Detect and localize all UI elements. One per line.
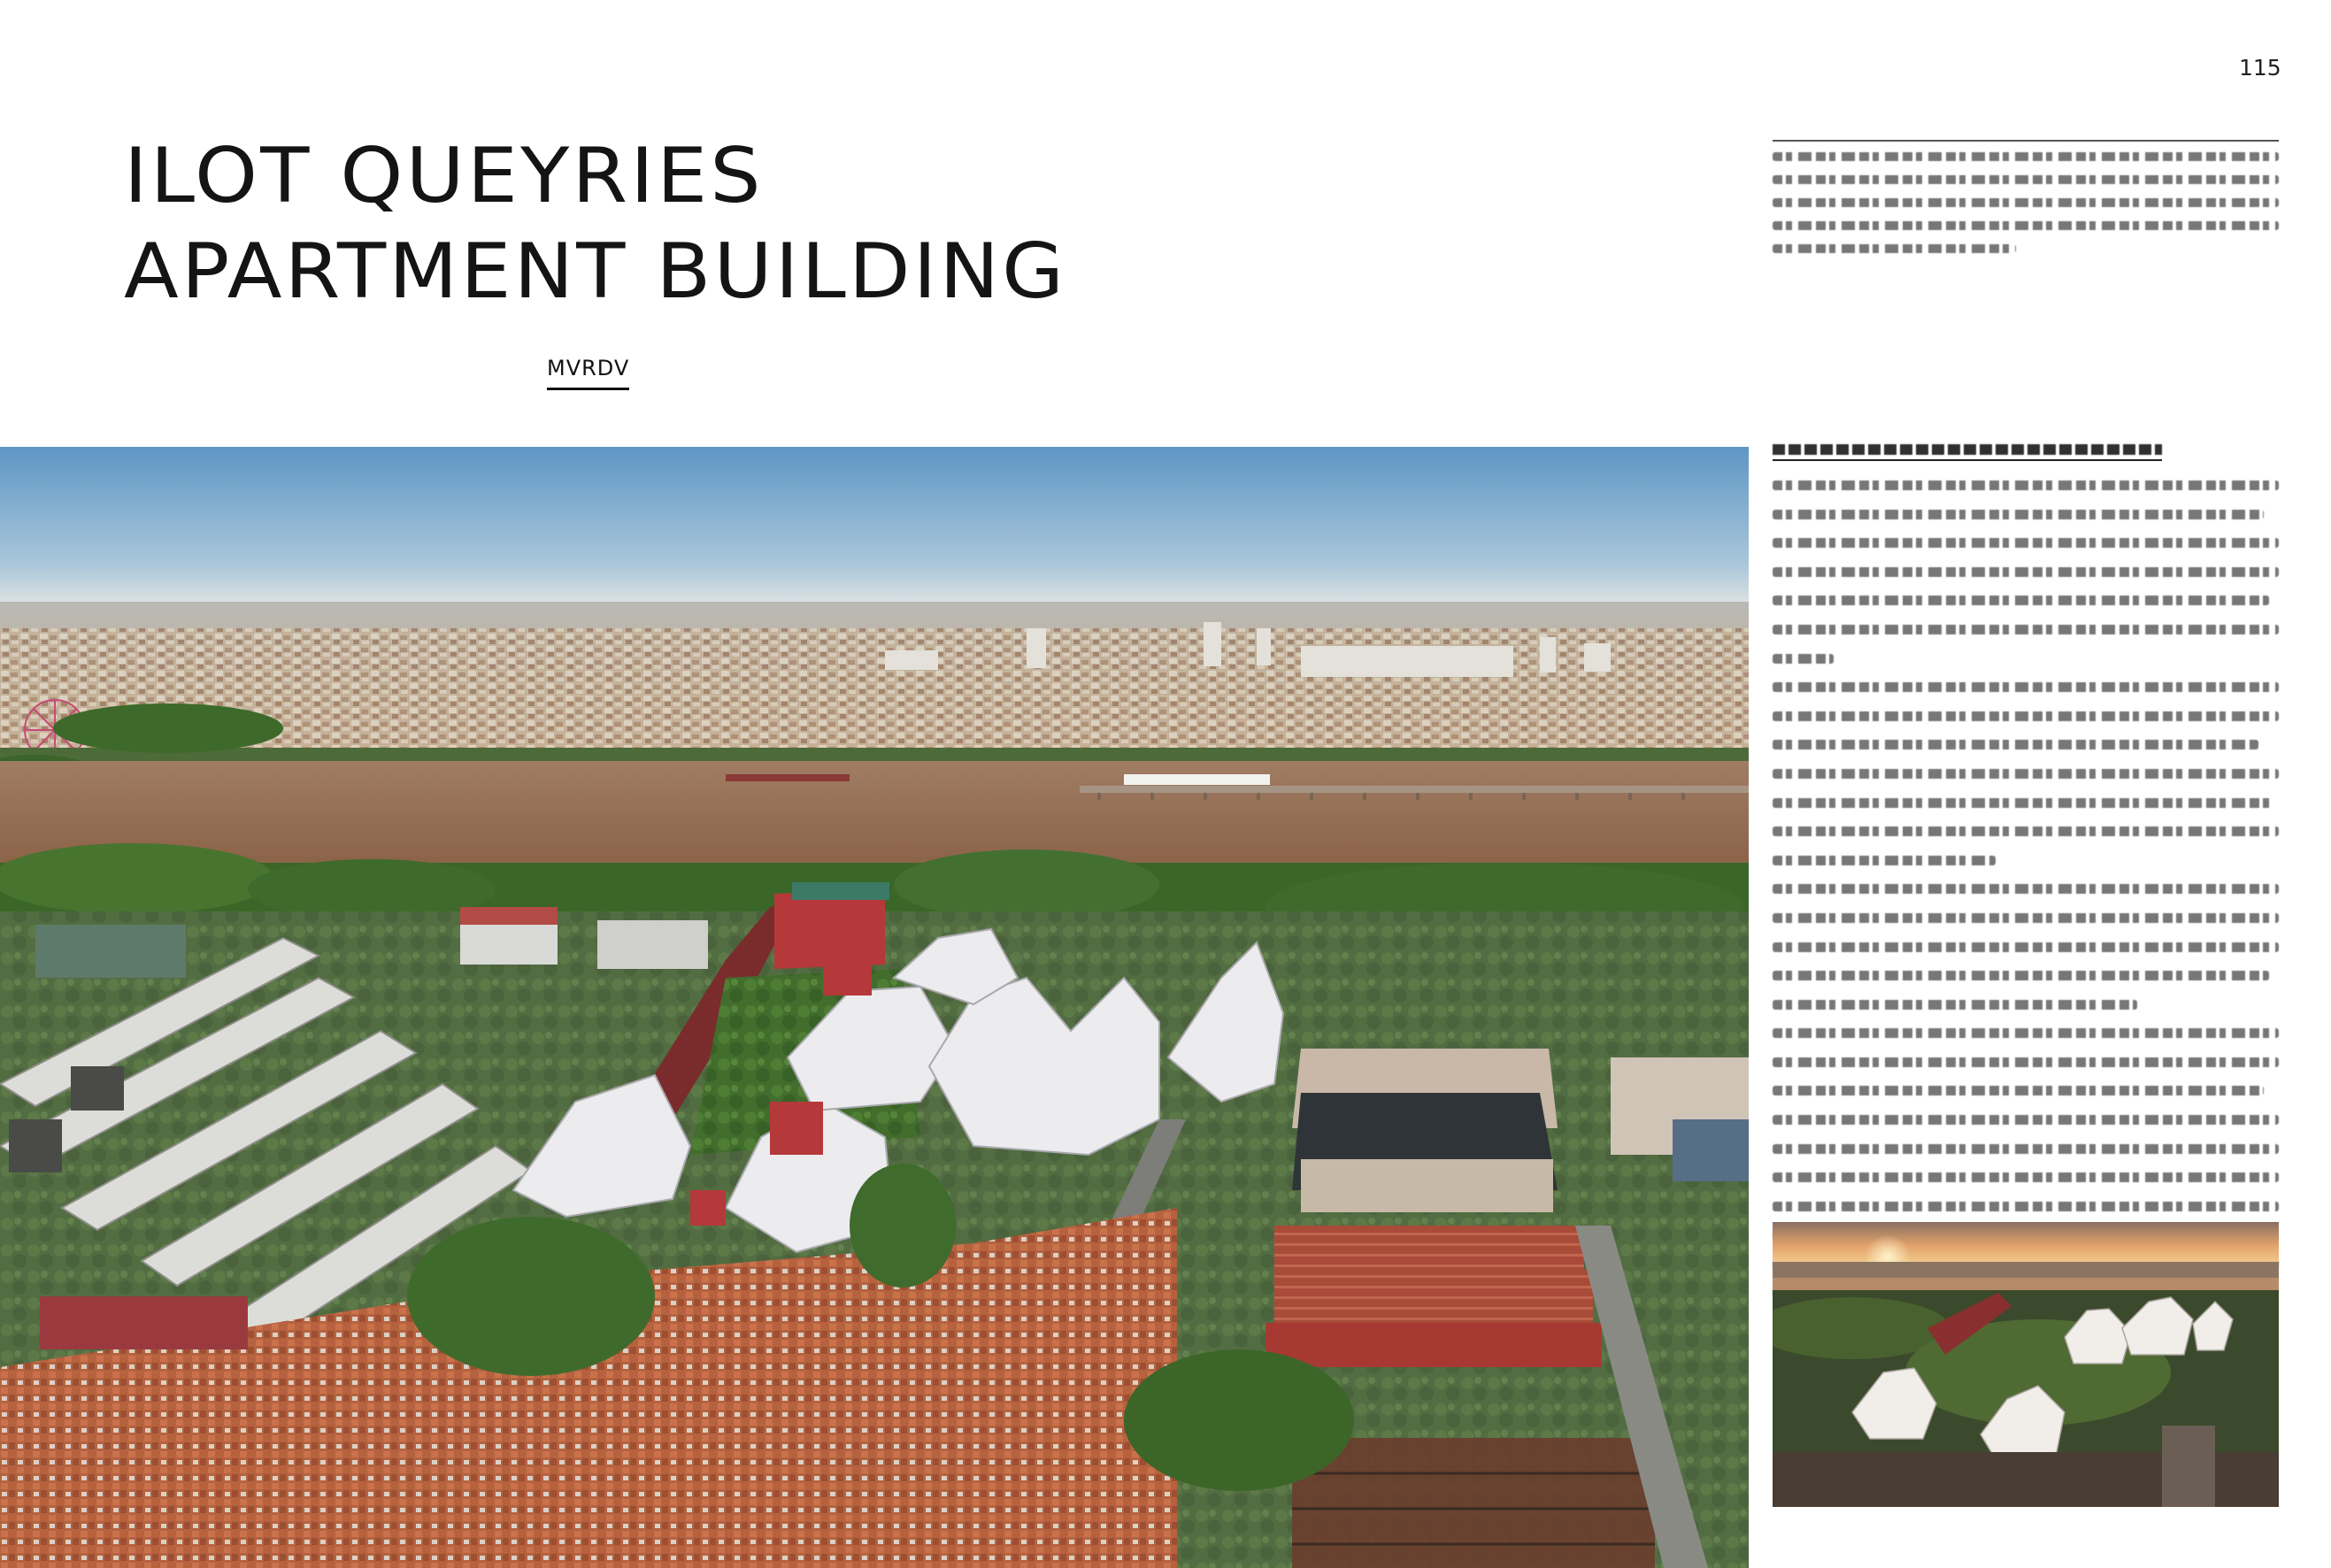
- sunset-aerial-photo: [1773, 1222, 2279, 1507]
- article-body: [1773, 480, 2279, 1193]
- article-heading-underline: [1773, 459, 2162, 461]
- page-number: 115: [2239, 55, 2281, 81]
- article-heading: [1773, 444, 2162, 455]
- aerial-photo: [0, 447, 1749, 1568]
- author-credit: MVRDV: [547, 356, 629, 390]
- credits-divider: [1773, 140, 2279, 142]
- page-title: [124, 128, 1066, 319]
- title-line-2: APARTMENT BUILDING: [124, 227, 1067, 316]
- title-line-1: ILOT QUEYRIES: [124, 132, 764, 220]
- project-credits-block: [1773, 152, 2279, 267]
